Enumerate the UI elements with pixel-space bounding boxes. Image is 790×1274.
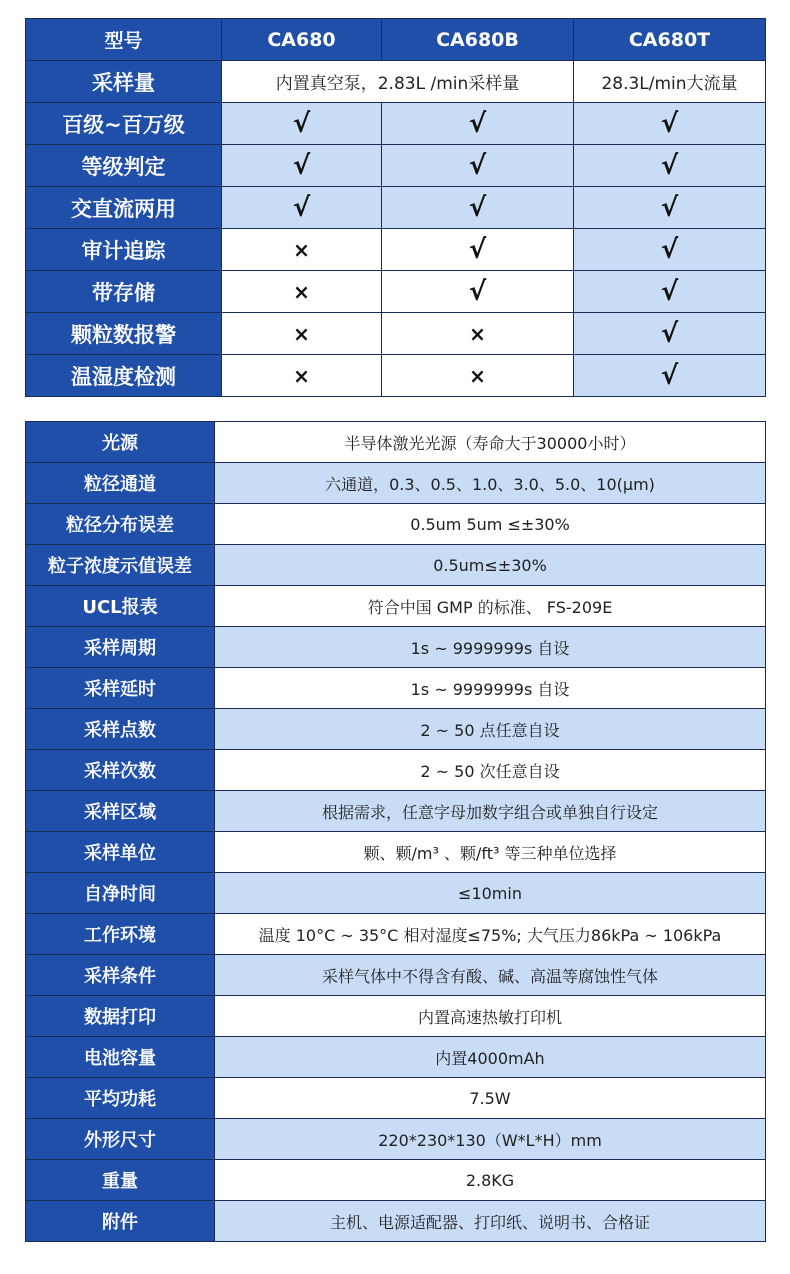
spec-value: 0.5um 5um ≤±30% bbox=[215, 504, 766, 545]
spec-label: 重量 bbox=[26, 1160, 215, 1201]
header-ca680: CA680 bbox=[222, 19, 382, 61]
feature-label: 带存储 bbox=[26, 271, 222, 313]
feature-row bbox=[26, 355, 766, 397]
header-model: 型号 bbox=[26, 19, 222, 61]
feature-row bbox=[26, 313, 766, 355]
feature-label: 审计追踪 bbox=[26, 229, 222, 271]
spec-row bbox=[26, 1037, 766, 1078]
spec-value: 根据需求，任意字母加数字组合或单独自行设定 bbox=[215, 791, 766, 832]
spec-value: 内置高速热敏打印机 bbox=[215, 996, 766, 1037]
spec-label: 粒径通道 bbox=[26, 463, 215, 504]
spec-row bbox=[26, 996, 766, 1037]
feature-label: 颗粒数报警 bbox=[26, 313, 222, 355]
comparison-feature-rows bbox=[26, 103, 766, 397]
feature-label: 等级判定 bbox=[26, 145, 222, 187]
spec-row bbox=[26, 668, 766, 709]
spec-value: 半导体激光光源（寿命大于30000小时） bbox=[215, 422, 766, 463]
spec-row bbox=[26, 832, 766, 873]
spec-row bbox=[26, 463, 766, 504]
cross-mark-ca680: × bbox=[222, 229, 382, 271]
spec-value: 0.5um≤±30% bbox=[215, 545, 766, 586]
feature-label: 百级~百万级 bbox=[26, 103, 222, 145]
header-ca680t: CA680T bbox=[574, 19, 766, 61]
spec-row bbox=[26, 709, 766, 750]
spec-label: 附件 bbox=[26, 1201, 215, 1242]
comparison-header-row bbox=[26, 19, 766, 61]
spec-rows bbox=[26, 422, 766, 1242]
check-mark-ca680b: √ bbox=[382, 103, 574, 145]
check-mark-ca680t: √ bbox=[574, 103, 766, 145]
spec-row bbox=[26, 627, 766, 668]
spec-value: 7.5W bbox=[215, 1078, 766, 1119]
feature-row bbox=[26, 103, 766, 145]
spec-value: 220*230*130（W*L*H）mm bbox=[215, 1119, 766, 1160]
spec-value: 主机、电源适配器、打印纸、说明书、合格证 bbox=[215, 1201, 766, 1242]
spec-value: 2 ~ 50 次任意自设 bbox=[215, 750, 766, 791]
spec-label: 光源 bbox=[26, 422, 215, 463]
model-comparison-table bbox=[25, 18, 766, 397]
cross-mark-ca680: × bbox=[222, 313, 382, 355]
spec-label: 采样条件 bbox=[26, 955, 215, 996]
check-mark-ca680t: √ bbox=[574, 145, 766, 187]
spec-label: 粒子浓度示值误差 bbox=[26, 545, 215, 586]
feature-label: 温湿度检测 bbox=[26, 355, 222, 397]
spec-row bbox=[26, 955, 766, 996]
spec-label: 电池容量 bbox=[26, 1037, 215, 1078]
spec-label: 平均功耗 bbox=[26, 1078, 215, 1119]
spec-row bbox=[26, 750, 766, 791]
check-mark-ca680b: √ bbox=[382, 271, 574, 313]
cross-mark-ca680b: × bbox=[382, 355, 574, 397]
check-mark-ca680b: √ bbox=[382, 187, 574, 229]
spec-label: 采样周期 bbox=[26, 627, 215, 668]
spec-label: 外形尺寸 bbox=[26, 1119, 215, 1160]
spec-row bbox=[26, 1201, 766, 1242]
spec-value: 内置4000mAh bbox=[215, 1037, 766, 1078]
feature-row bbox=[26, 271, 766, 313]
spec-label: 数据打印 bbox=[26, 996, 215, 1037]
check-mark-ca680: √ bbox=[222, 145, 382, 187]
spec-row bbox=[26, 422, 766, 463]
spec-label: 采样延时 bbox=[26, 668, 215, 709]
check-mark-ca680t: √ bbox=[574, 271, 766, 313]
spec-value: 六通道，0.3、0.5、1.0、3.0、5.0、10(μm) bbox=[215, 463, 766, 504]
header-ca680b: CA680B bbox=[382, 19, 574, 61]
feature-row bbox=[26, 229, 766, 271]
sampling-value-ca680t: 28.3L/min大流量 bbox=[574, 61, 766, 103]
spec-row bbox=[26, 873, 766, 914]
sampling-row bbox=[26, 61, 766, 103]
check-mark-ca680b: √ bbox=[382, 145, 574, 187]
spec-value: 1s ~ 9999999s 自设 bbox=[215, 627, 766, 668]
spec-value: 符合中国 GMP 的标准、 FS-209E bbox=[215, 586, 766, 627]
sampling-label: 采样量 bbox=[26, 61, 222, 103]
check-mark-ca680t: √ bbox=[574, 229, 766, 271]
spec-label: 采样次数 bbox=[26, 750, 215, 791]
sampling-value-ca680-ca680b: 内置真空泵，2.83L /min采样量 bbox=[222, 61, 574, 103]
spec-row bbox=[26, 586, 766, 627]
check-mark-ca680t: √ bbox=[574, 355, 766, 397]
spec-value: ≤10min bbox=[215, 873, 766, 914]
spec-row bbox=[26, 791, 766, 832]
spec-label: 采样区域 bbox=[26, 791, 215, 832]
specification-table bbox=[25, 421, 766, 1242]
spec-row bbox=[26, 545, 766, 586]
spec-row bbox=[26, 504, 766, 545]
spec-value: 2.8KG bbox=[215, 1160, 766, 1201]
check-mark-ca680t: √ bbox=[574, 313, 766, 355]
spec-label: 粒径分布误差 bbox=[26, 504, 215, 545]
spec-value: 颗、颗/m³ 、颗/ft³ 等三种单位选择 bbox=[215, 832, 766, 873]
check-mark-ca680: √ bbox=[222, 187, 382, 229]
cross-mark-ca680: × bbox=[222, 271, 382, 313]
spec-value: 采样气体中不得含有酸、碱、高温等腐蚀性气体 bbox=[215, 955, 766, 996]
spec-row bbox=[26, 1160, 766, 1201]
check-mark-ca680b: √ bbox=[382, 229, 574, 271]
check-mark-ca680t: √ bbox=[574, 187, 766, 229]
spec-label: 采样点数 bbox=[26, 709, 215, 750]
spec-label: 工作环境 bbox=[26, 914, 215, 955]
spec-value: 温度 10°C ~ 35°C 相对湿度≤75%; 大气压力86kPa ~ 106kPa bbox=[215, 914, 766, 955]
feature-row bbox=[26, 187, 766, 229]
feature-label: 交直流两用 bbox=[26, 187, 222, 229]
feature-row bbox=[26, 145, 766, 187]
spec-value: 2 ~ 50 点任意自设 bbox=[215, 709, 766, 750]
spec-label: 采样单位 bbox=[26, 832, 215, 873]
cross-mark-ca680b: × bbox=[382, 313, 574, 355]
spec-row bbox=[26, 1119, 766, 1160]
check-mark-ca680: √ bbox=[222, 103, 382, 145]
spec-label: 自净时间 bbox=[26, 873, 215, 914]
spec-label: UCL报表 bbox=[26, 586, 215, 627]
spec-row bbox=[26, 1078, 766, 1119]
spec-value: 1s ~ 9999999s 自设 bbox=[215, 668, 766, 709]
cross-mark-ca680: × bbox=[222, 355, 382, 397]
spec-row bbox=[26, 914, 766, 955]
